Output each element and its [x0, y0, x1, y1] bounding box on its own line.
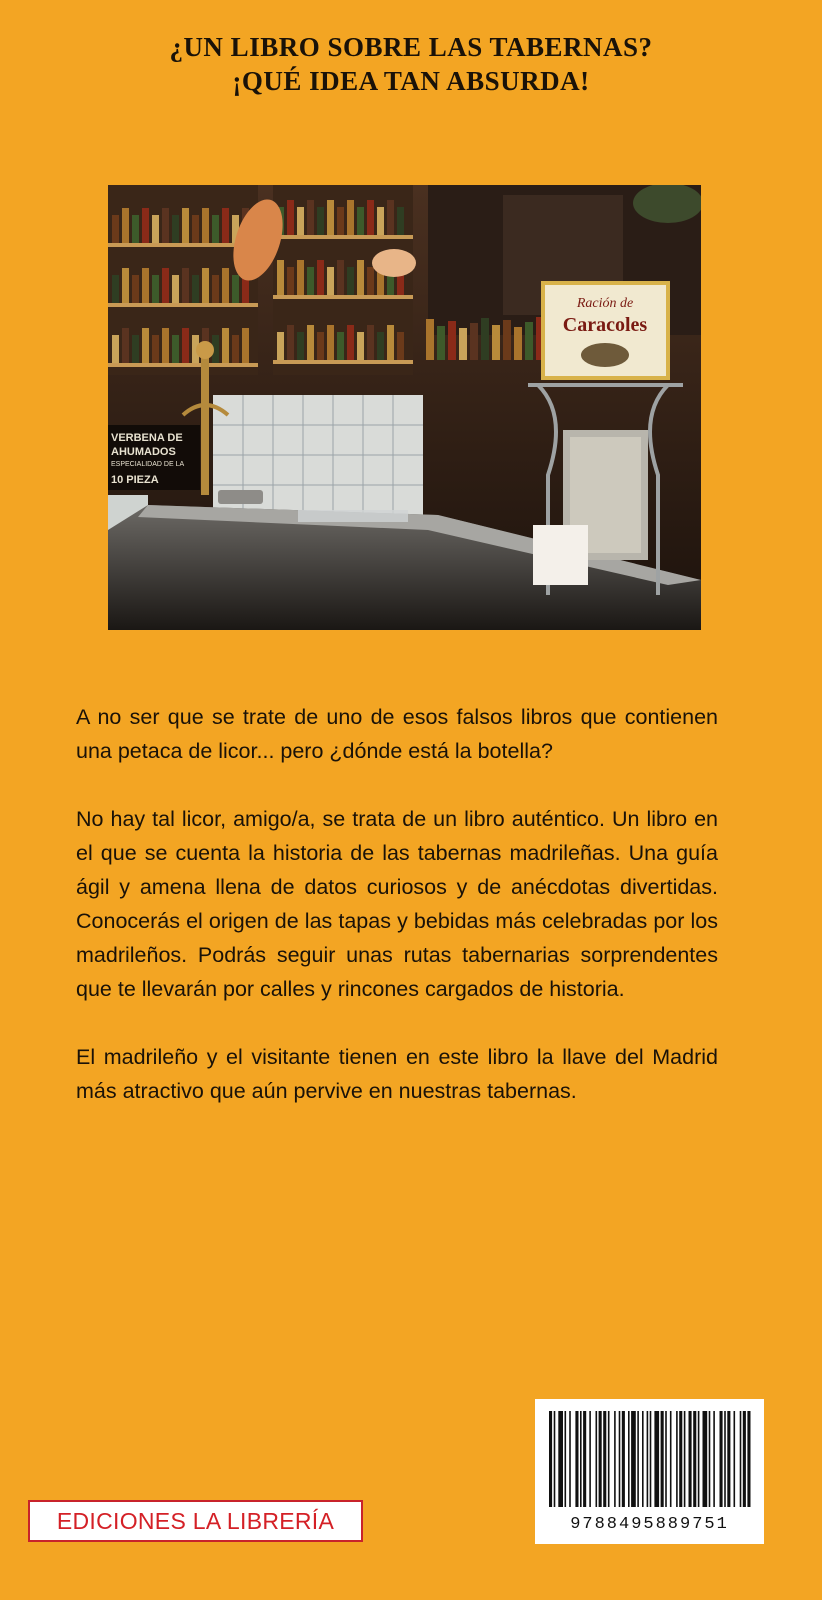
barcode-bar	[628, 1411, 630, 1507]
barcode-bar	[650, 1411, 652, 1507]
bottle	[481, 318, 489, 360]
bottle	[327, 267, 334, 295]
svg-text:AHUMADOS: AHUMADOS	[111, 446, 176, 458]
bottle	[387, 200, 394, 235]
bottle	[367, 200, 374, 235]
bottle	[172, 275, 179, 303]
svg-text:Caracoles: Caracoles	[562, 314, 648, 336]
barcode-bar	[558, 1411, 563, 1507]
svg-text:Ración de: Ración de	[576, 296, 634, 311]
bottle	[242, 328, 249, 363]
barcode-bar	[580, 1411, 582, 1507]
bottle	[142, 268, 149, 303]
bottle	[287, 200, 294, 235]
barcode-bar	[608, 1411, 610, 1507]
bottle	[297, 332, 304, 360]
bottle	[152, 275, 159, 303]
barcode-bar	[720, 1411, 723, 1507]
bottle	[367, 325, 374, 360]
bottle	[307, 267, 314, 295]
bottle	[503, 320, 511, 360]
barcode-bar	[603, 1411, 606, 1507]
barcode-bar	[679, 1411, 682, 1507]
bottle	[172, 215, 179, 243]
barcode-bar	[740, 1411, 742, 1507]
bottle	[212, 275, 219, 303]
cover-headline	[0, 30, 822, 98]
bottle	[277, 260, 284, 295]
barcode-bar	[670, 1411, 672, 1507]
bottle	[182, 268, 189, 303]
bottle	[307, 325, 314, 360]
barcode-bar	[703, 1411, 708, 1507]
barcode-bar	[596, 1411, 598, 1507]
barcode-bar	[709, 1411, 711, 1507]
bottle	[387, 325, 394, 360]
barcode-bar	[589, 1411, 591, 1507]
racion-de-caracoles-sign	[543, 283, 668, 378]
bottle	[367, 267, 374, 295]
bottle	[492, 325, 500, 360]
napkin-holder	[533, 525, 588, 585]
tavern-bar-photo	[108, 185, 701, 630]
bottle	[297, 260, 304, 295]
bottle	[162, 208, 169, 243]
bottle	[142, 208, 149, 243]
bottle	[357, 260, 364, 295]
barcode-bar	[661, 1411, 664, 1507]
bottle	[212, 215, 219, 243]
bottle	[377, 207, 384, 235]
barcode-bar	[665, 1411, 667, 1507]
barcode-bar	[622, 1411, 625, 1507]
barcode-bar	[575, 1411, 578, 1507]
barcode-bar	[724, 1411, 726, 1507]
bottle	[152, 335, 159, 363]
barcode-bar	[583, 1411, 586, 1507]
bottle	[202, 268, 209, 303]
bottle	[112, 335, 119, 363]
bottle	[397, 207, 404, 235]
barcode-bar	[676, 1411, 678, 1507]
barcode-bar	[569, 1411, 571, 1507]
bottle	[172, 335, 179, 363]
bottle	[347, 267, 354, 295]
svg-text:ESPECIALIDAD DE LA: ESPECIALIDAD DE LA	[111, 461, 185, 468]
bottle	[327, 200, 334, 235]
bottle	[327, 325, 334, 360]
barcode-bar	[642, 1411, 644, 1507]
bottle	[132, 215, 139, 243]
barcode-bar	[637, 1411, 639, 1507]
bottle	[377, 332, 384, 360]
bottle	[192, 275, 199, 303]
barcode-bar	[647, 1411, 649, 1507]
barcode-bar	[631, 1411, 636, 1507]
bottle	[162, 328, 169, 363]
barcode-bar	[565, 1411, 567, 1507]
bottle	[192, 215, 199, 243]
bottle	[202, 208, 209, 243]
bottle	[357, 332, 364, 360]
bottle	[437, 326, 445, 360]
isbn-number: 9788495889751	[570, 1515, 729, 1534]
barcode-bar	[727, 1411, 730, 1507]
bottle	[357, 207, 364, 235]
bottle	[122, 208, 129, 243]
barcode-bar	[747, 1411, 750, 1507]
bottle	[112, 275, 119, 303]
barcode-bar	[599, 1411, 602, 1507]
barcode-bar	[654, 1411, 659, 1507]
bottle	[232, 275, 239, 303]
bottle	[514, 327, 522, 360]
ahumados-sign	[108, 425, 200, 490]
barcode-bar	[734, 1411, 736, 1507]
tavern-bar-illustration	[108, 185, 701, 630]
barcode-bar	[549, 1411, 552, 1507]
bottle	[122, 328, 129, 363]
bottle	[222, 208, 229, 243]
bottle	[287, 325, 294, 360]
bottle	[152, 215, 159, 243]
barcode-bar	[684, 1411, 686, 1507]
bottle	[525, 322, 533, 360]
barcode-bar	[693, 1411, 696, 1507]
bottle	[297, 207, 304, 235]
bottle	[287, 267, 294, 295]
headline-line-1: ¿UN LIBRO SOBRE LAS TABERNAS?	[169, 32, 653, 62]
back-cover-description	[76, 700, 718, 1142]
paragraph-3: El madrileño y el visitante tienen en este libro la llave del Madrid más atractivo que aún pervive en nuestras tabernas.	[76, 1045, 718, 1103]
bottle	[337, 260, 344, 295]
bottle	[222, 268, 229, 303]
bottle	[182, 208, 189, 243]
barcode-bar	[713, 1411, 715, 1507]
bottle	[337, 332, 344, 360]
bottle	[307, 200, 314, 235]
bottle	[142, 328, 149, 363]
bottle	[459, 328, 467, 360]
bottle	[112, 215, 119, 243]
bottle	[317, 207, 324, 235]
bottle	[337, 207, 344, 235]
bottle	[426, 319, 434, 360]
bottle	[277, 332, 284, 360]
bottle	[397, 332, 404, 360]
barcode-bar	[554, 1411, 556, 1507]
bottle	[182, 328, 189, 363]
paragraph-2: No hay tal licor, amigo/a, se trata de un libro auténtico. Un libro en el que se cuenta la historia de las tabernas madrileñas. Una guía ágil y amena llena de datos curiosos y de anécdotas divertidas. Conocerás el origen de las tapas y bebidas más celebradas por los madrileños. Podrás seguir unas rutas tabernarias sorprendentes que te llevarán por calles y rincones cargados de historia.	[76, 807, 718, 1001]
barcode-bar	[619, 1411, 621, 1507]
bottle	[162, 268, 169, 303]
bottle	[122, 268, 129, 303]
paragraph-1: A no ser que se trate de uno de esos falsos libros que contienen una petaca de licor... pero ¿dónde está la botella?	[76, 705, 718, 763]
barcode-bar	[614, 1411, 616, 1507]
bottle	[317, 260, 324, 295]
barcode-bar	[689, 1411, 692, 1507]
bottle	[132, 275, 139, 303]
bottle	[317, 332, 324, 360]
barcode-bar	[743, 1411, 746, 1507]
svg-text:VERBENA DE: VERBENA DE	[111, 432, 183, 444]
svg-text:10 PIEZA: 10 PIEZA	[111, 474, 159, 486]
bottle	[347, 200, 354, 235]
barcode-bar	[698, 1411, 700, 1507]
bottle	[448, 321, 456, 360]
bottle	[132, 335, 139, 363]
bottle	[347, 325, 354, 360]
barcode-bars	[535, 1399, 764, 1514]
isbn-barcode	[535, 1399, 764, 1544]
bottle	[232, 335, 239, 363]
headline-line-2: ¡QUÉ IDEA TAN ABSURDA!	[232, 66, 590, 96]
bottle	[470, 323, 478, 360]
bottle	[222, 328, 229, 363]
publisher-logo: EDICIONES LA LIBRERÍA	[28, 1500, 363, 1542]
